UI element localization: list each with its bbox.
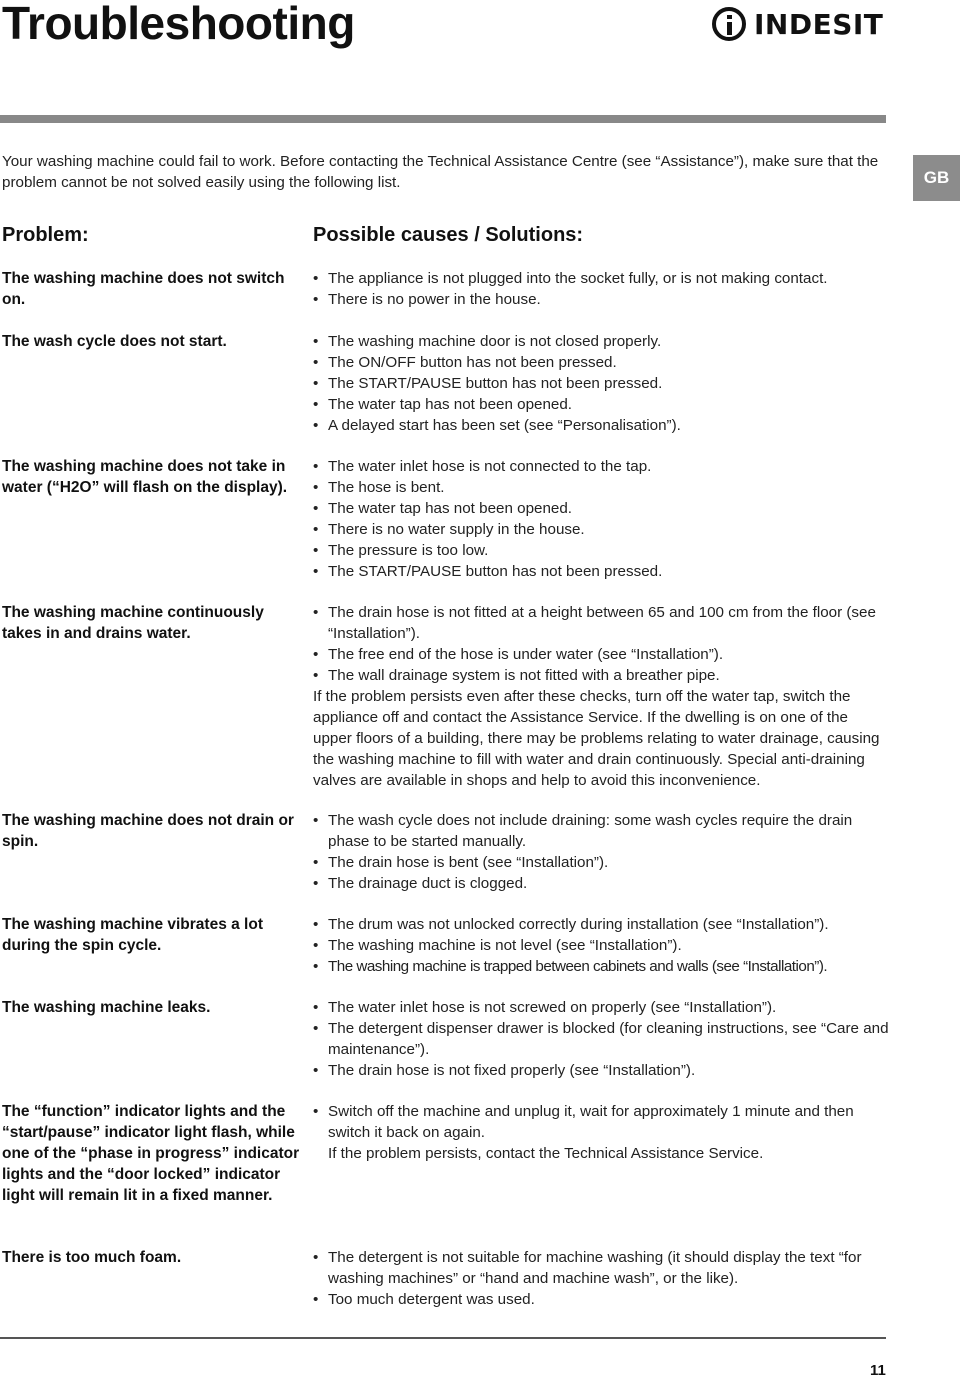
solution-item: • A delayed start has been set (see “Personalisation”).	[313, 415, 891, 436]
problem-text: The washing machine does not drain or spin.	[2, 812, 294, 850]
solution-item: • The drain hose is bent (see “Installation”).	[313, 852, 891, 873]
solution-item: • The START/PAUSE button has not been pressed.	[313, 561, 891, 582]
solution-item: • There is no power in the house.	[313, 289, 891, 310]
solution-item: • The appliance is not plugged into the socket fully, or is not making contact.	[313, 268, 891, 289]
page-number: 11	[870, 1362, 886, 1379]
solutions-list	[313, 1247, 891, 1310]
solution-item: • The detergent is not suitable for machine washing (it should display the text “for washing machines” or “hand and machine wash”, or the like).	[313, 1247, 891, 1289]
solution-item: • The wall drainage system is not fitted with a breather pipe.	[313, 665, 891, 686]
solution-item: • The drum was not unlocked correctly during installation (see “Installation”).	[313, 914, 891, 935]
solution-item: • The hose is bent.	[313, 477, 891, 498]
language-tab: GB	[913, 155, 960, 201]
solution-item: • The ON/OFF button has not been pressed.	[313, 352, 891, 373]
problem-text: There is too much foam.	[2, 1249, 182, 1266]
footer-divider	[0, 1337, 886, 1339]
solution-item: • The drainage duct is clogged.	[313, 873, 891, 894]
brand-wordmark: INDESIT	[754, 7, 884, 41]
solutions-list	[313, 456, 891, 582]
solutions-list	[313, 997, 891, 1081]
solutions-list	[313, 268, 891, 310]
problem-text: The washing machine vibrates a lot during the spin cycle.	[2, 916, 263, 954]
problem-text: The washing machine continuously takes in and drains water.	[2, 604, 264, 642]
solution-item: • The free end of the hose is under water (see “Installation”).	[313, 644, 891, 665]
solution-item: • Too much detergent was used.	[313, 1289, 891, 1310]
solution-item: • The washing machine is not level (see “Installation”).	[313, 935, 891, 956]
solution-item: • The water inlet hose is not screwed on properly (see “Installation”).	[313, 997, 891, 1018]
solution-item: • The pressure is too low.	[313, 540, 891, 561]
solution-item: • The detergent dispenser drawer is blocked (for cleaning instructions, see “Care and maintenance”).	[313, 1018, 891, 1060]
solution-item: • The water inlet hose is not connected to the tap.	[313, 456, 891, 477]
indesit-logo-icon	[712, 7, 746, 41]
solution-item: • The wash cycle does not include draining: some wash cycles require the drain phase to be started manually.	[313, 810, 891, 852]
solutions-list	[313, 1101, 891, 1164]
solution-item: • The washing machine door is not closed properly.	[313, 331, 891, 352]
problem-text: The wash cycle does not start.	[2, 333, 227, 350]
problem-text: The washing machine leaks.	[2, 999, 211, 1016]
solution-item: • The washing machine is trapped between cabinets and walls (see “Installation”).	[313, 956, 891, 977]
solution-item: • The water tap has not been opened.	[313, 394, 891, 415]
header-divider	[0, 115, 886, 123]
problem-column-heading: Problem:	[2, 224, 89, 246]
solution-item: • The drain hose is not fixed properly (see “Installation”).	[313, 1060, 891, 1081]
brand-logo	[712, 0, 883, 48]
solutions-list	[313, 914, 891, 977]
problem-text: The washing machine does not take in water (“H2O” will flash on the display).	[2, 458, 288, 496]
problem-text: The “function” indicator lights and the “start/pause” indicator light flash, while one of the “phase in progress” indicator lights and the “door locked” indicator light will remain lit in a fixed manner.	[2, 1103, 300, 1204]
page-title: Troubleshooting	[2, 0, 355, 49]
solutions-list	[313, 602, 891, 791]
solutions-list	[313, 331, 891, 436]
solution-item: • The water tap has not been opened.	[313, 498, 891, 519]
solutions-column-heading: Possible causes / Solutions:	[313, 224, 584, 246]
solutions-list	[313, 810, 891, 894]
problem-text: The washing machine does not switch on.	[2, 270, 285, 308]
intro-paragraph: Your washing machine could fail to work. Before contacting the Technical Assistance Centre (see “Assistance”), make sure that the problem cannot be not solved easily using the following list.	[2, 153, 879, 191]
solution-item: • The drain hose is not fitted at a height between 65 and 100 cm from the floor (see “Installation”).	[313, 602, 891, 644]
solution-item: • Switch off the machine and unplug it, wait for approximately 1 minute and then switch it back on again.	[313, 1101, 891, 1143]
solution-item: • The START/PAUSE button has not been pressed.	[313, 373, 891, 394]
solution-item: • There is no water supply in the house.	[313, 519, 891, 540]
solution-note: If the problem persists even after these checks, turn off the water tap, switch the appliance off and contact the Assistance Service. If the dwelling is on one of the upper floors of a building, there may be problems relating to water drainage, causing the washing machine to fill with water and drain continuously. Special anti-draining valves are available in shops and help to avoid this inconvenience.	[313, 688, 880, 789]
solution-note: If the problem persists, contact the Technical Assistance Service.	[328, 1145, 764, 1162]
